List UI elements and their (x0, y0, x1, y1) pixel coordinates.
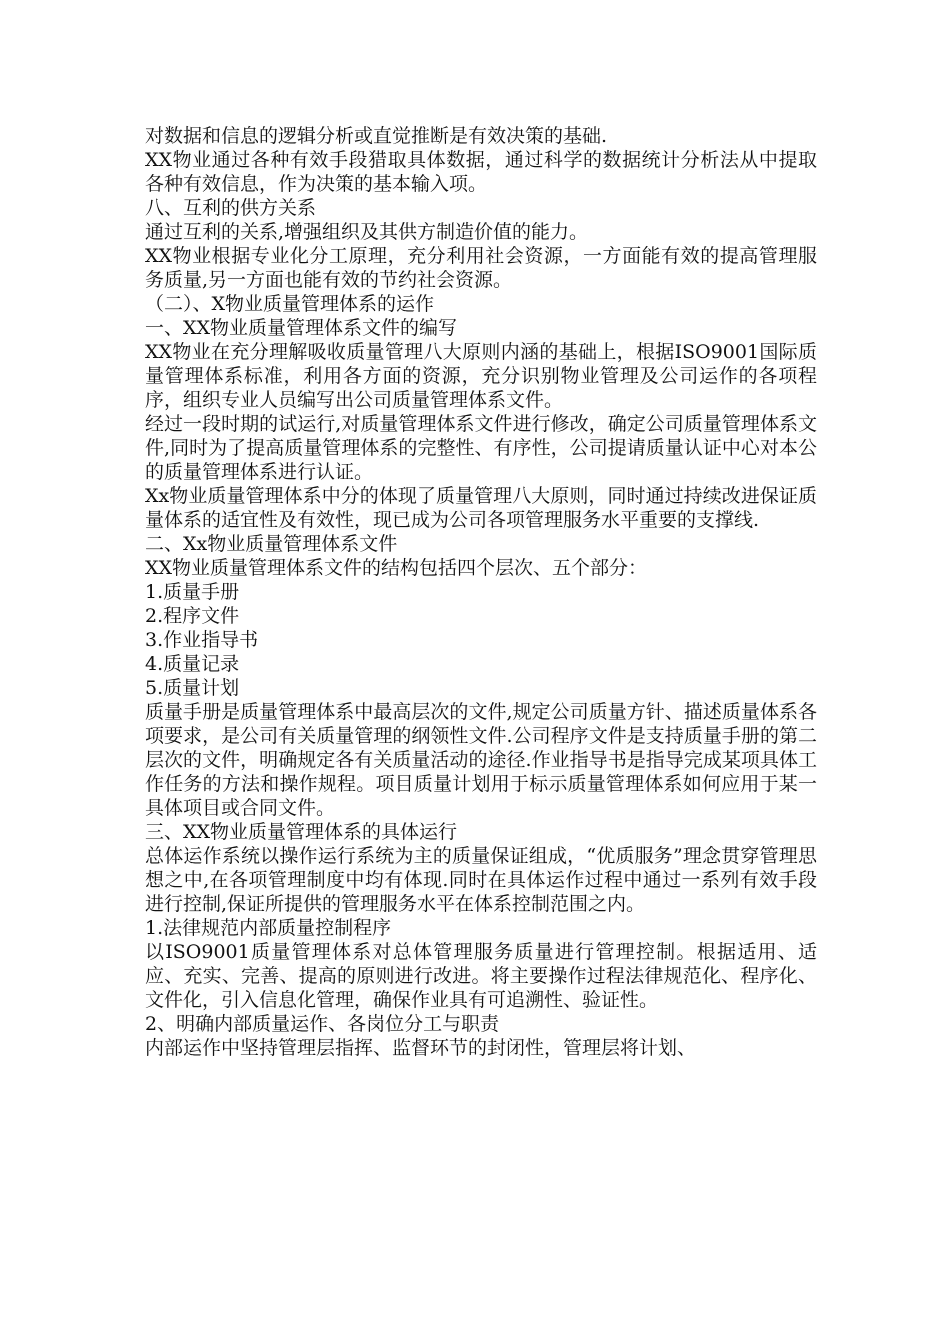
list-item-quality-manual: 1.质量手册 (145, 581, 240, 603)
heading-system-operation: （二）、X物业质量管理体系的运作 (145, 293, 435, 315)
paragraph-document-structure: XX物业质量管理体系文件的结构包括四个层次、五个部分： (145, 557, 648, 579)
heading-internal-control: 1.法律规范内部质量控制程序 (145, 917, 392, 939)
document-body (145, 124, 817, 1060)
paragraph-mutual-benefit: 通过互利的关系,增强组织及其供方制造价值的能力。 (145, 221, 589, 243)
list-item-procedure-documents: 2.程序文件 (145, 605, 240, 627)
heading-document-writing: 一、XX物业质量管理体系文件的编写 (145, 317, 458, 339)
list-item-quality-plan: 5.质量计划 (145, 677, 240, 699)
paragraph-eight-principles: Xx物业质量管理体系中分的体现了质量管理八大原则，同时通过持续改进保证质量体系的适宜性及有效性，现已成为公司各项管理服务水平重要的支撑线. (145, 485, 817, 531)
paragraph-social-resources: XX物业根据专业化分工原理，充分利用社会资源，一方面能有效的提高管理服务质量,另一方面也能有效的节约社会资源。 (145, 245, 817, 291)
heading-roles-responsibilities: 2、明确内部质量运作、各岗位分工与职责 (145, 1013, 500, 1035)
paragraph-overall-system: 总体运作系统以操作运行系统为主的质量保证组成，“优质服务”理念贯穿管理思想之中,在各项管理制度中均有体现.同时在具体运作过程中通过一系列有效手段进行控制,保证所提供的管理服务水平在体系控制范围之内。 (145, 845, 817, 915)
paragraph-trial-run: 经过一段时期的试运行,对质量管理体系文件进行修改，确定公司质量管理体系文件,同时为了提高质量管理体系的完整性、有序性，公司提请质量认证中心对本公的质量管理体系进行认证。 (145, 413, 817, 483)
paragraph-iso9001-control: 以ISO9001质量管理体系对总体管理服务质量进行管理控制。根据适用、适应、充实、完善、提高的原则进行改进。将主要操作过程法律规范化、程序化、文件化，引入信息化管理，确保作业具有可追溯性、验证性。 (145, 941, 817, 1011)
list-item-quality-records: 4.质量记录 (145, 653, 240, 675)
heading-system-documents: 二、Xx物业质量管理体系文件 (145, 533, 398, 555)
heading-specific-operation: 三、XX物业质量管理体系的具体运行 (145, 821, 458, 843)
paragraph-iso9001-writing: XX物业在充分理解吸收质量管理八大原则内涵的基础上，根据ISO9001国际质量管理体系标准，利用各方面的资源，充分识别物业管理及公司运作的各项程序，组织专业人员编写出公司质量管理体系文件。 (145, 341, 817, 411)
paragraph-internal-operation: 内部运作中坚持管理层指挥、监督环节的封闭性，管理层将计划、 (145, 1037, 697, 1059)
heading-supplier-relationship: 八、互利的供方关系 (145, 197, 317, 219)
list-item-work-instructions: 3.作业指导书 (145, 629, 259, 651)
paragraph-document-levels: 质量手册是质量管理体系中最高层次的文件,规定公司质量方针、描述质量体系各项要求，是公司有关质量管理的纲领性文件.公司程序文件是支持质量手册的第二层次的文件，明确规定各有关质量活动的途径.作业指导书是指导完成某项具体工作任务的方法和操作规程。项目质量计划用于标示质量管理体系如何应用于某一具体项目或合同文件。 (145, 701, 817, 819)
paragraph-decision-basis: 对数据和信息的逻辑分析或直觉推断是有效决策的基础. (145, 125, 608, 147)
paragraph-data-statistics: XX物业通过各种有效手段猎取具体数据，通过科学的数据统计分析法从中提取各种有效信息，作为决策的基本输入项。 (145, 149, 817, 195)
